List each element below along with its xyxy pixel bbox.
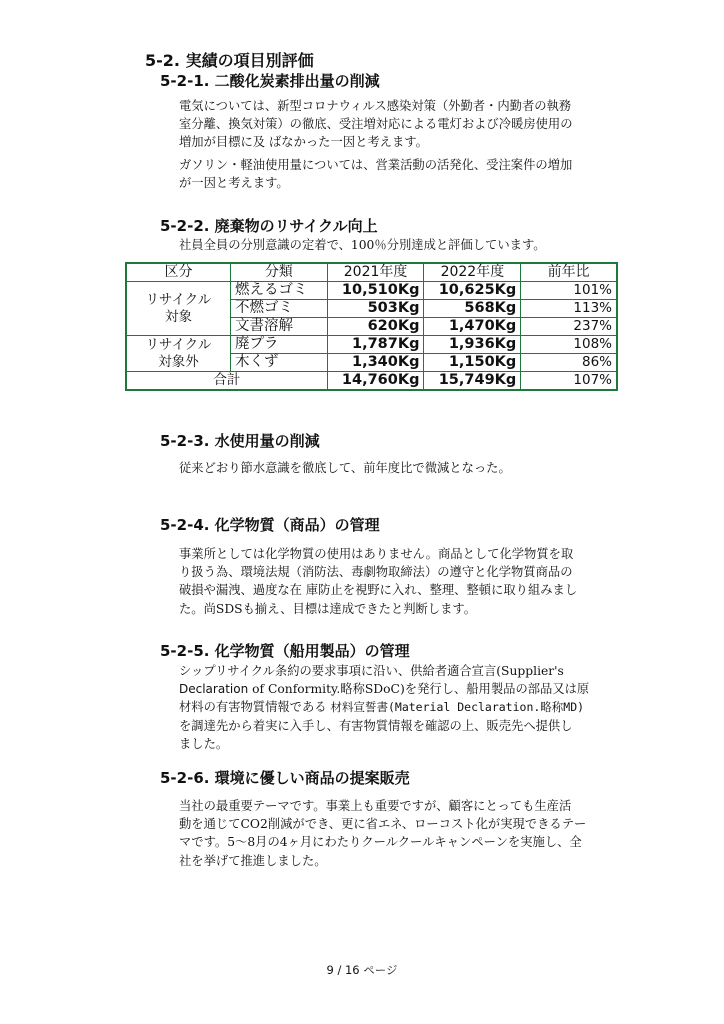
value-2021: 503Kg — [327, 300, 424, 318]
value-2022: 10,625Kg — [424, 282, 521, 300]
text-line: 電気については、新型コロナウィルス感染対策（外勤者・内勤者の執務 — [179, 99, 572, 113]
category-label-line: 対象外 — [158, 353, 199, 370]
co2-paragraph-electricity — [179, 97, 619, 152]
value-ratio: 237% — [521, 318, 617, 336]
waste-table — [125, 262, 618, 391]
value-ratio: 108% — [521, 336, 617, 354]
category-recyclable — [126, 282, 230, 336]
item-name: 燃えるゴミ — [230, 282, 327, 300]
text-line: ガソリン・軽油使用量については、営業活動の活発化、受注案件の増加 — [179, 158, 573, 172]
total-ratio: 107% — [521, 372, 617, 391]
heading-chemical-marine: 5-2-5. 化学物質（船用製品）の管理 — [160, 642, 410, 660]
category-non-recyclable — [126, 336, 230, 372]
eco-products-paragraph — [179, 797, 619, 870]
text-line: 従来どおり節水意識を徹底して、前年度比で微減となった。 — [179, 461, 511, 475]
item-name: 文書溶解 — [230, 318, 327, 336]
total-label: 合計 — [126, 372, 327, 391]
text-line: 社員全員の分別意識の定着で、100％分別達成と評価しています。 — [179, 238, 546, 252]
section-number: 5-2. — [145, 51, 180, 70]
section-title: 実績の項目別評価 — [185, 51, 314, 70]
text-line: ました。 — [179, 736, 229, 751]
material-text: 材料の有害物質情報である — [179, 700, 331, 715]
header-category: 区分 — [126, 263, 230, 282]
heading-eco-products: 5-2-6. 環境に優しい商品の提案販売 — [160, 769, 410, 787]
page-number: 9 / 16 ページ — [326, 963, 398, 977]
category-label-line: リサイクル — [145, 291, 212, 308]
value-2022: 1,150Kg — [424, 354, 521, 372]
co2-paragraph-fuel — [179, 156, 619, 192]
water-paragraph — [179, 459, 619, 477]
text-line: シップリサイクル条約の要求事項に沿い、供給者適合宣言(Supplier's — [179, 664, 564, 678]
conformity-text: of Conformity.略称SDoC)を発行し、船用製品の部品又は原 — [248, 682, 590, 697]
text-line: 増加が目標に及 ばなかった一因と考えます。 — [179, 135, 428, 150]
value-ratio: 101% — [521, 282, 617, 300]
section-heading — [145, 48, 314, 71]
heading-water-reduction: 5-2-3. 水使用量の削減 — [160, 432, 320, 450]
header-2021: 2021年度 — [327, 263, 424, 282]
item-name: 廃プラ — [230, 336, 327, 354]
heading-chemical-goods: 5-2-4. 化学物質（商品）の管理 — [160, 516, 380, 534]
table-row — [126, 336, 617, 354]
table-total-row — [126, 372, 617, 391]
category-label-line: 対象 — [164, 308, 192, 325]
value-2021: 10,510Kg — [327, 282, 424, 300]
total-2021: 14,760Kg — [327, 372, 424, 391]
value-2021: 1,340Kg — [327, 354, 424, 372]
item-name: 木くず — [230, 354, 327, 372]
text-line: マです。5～8月の4ヶ月にわたりクールクールキャンペーンを実施し、全 — [179, 835, 582, 850]
value-ratio: 86% — [521, 354, 617, 372]
waste-intro — [179, 236, 619, 254]
text-line: 破損や漏洩、過度な在 庫防止を視野に入れ、整理、整頓に取り組みまし — [179, 583, 578, 598]
text-line — [179, 698, 619, 716]
value-2022: 568Kg — [424, 300, 521, 318]
chemical-marine-paragraph — [179, 662, 619, 753]
table-header-row — [126, 263, 617, 282]
text-line: た。尚SDSも揃え、目標は達成できたと判断します。 — [179, 601, 476, 616]
text-line — [179, 680, 619, 698]
text-line: 動を通じてCO2削減ができ、更に省エネ、ローコスト化が実現できるテー — [179, 817, 587, 832]
header-2022: 2022年度 — [424, 263, 521, 282]
text-line: 事業所としては化学物質の使用はありません。商品として化学物質を取 — [179, 547, 574, 561]
text-line: が一因と考えます。 — [179, 176, 289, 191]
header-item: 分類 — [230, 263, 327, 282]
text-line: 当社の最重要テーマです。事業上も重要ですが、顧客にとっても生産活 — [179, 799, 572, 813]
text-line: を調達先から着実に入手し、有害物質情報を確認の上、販売先へ提供し — [179, 718, 573, 733]
text-line: 室分離、換気対策）の徹底、受注増対応による電灯および冷暖房使用の — [179, 117, 573, 132]
text-line: り扱う為、環境法規（消防法、毒劇物取締法）の遵守と化学物質商品の — [179, 565, 573, 580]
value-2022: 1,470Kg — [424, 318, 521, 336]
text-line: 社を挙げて推進しました。 — [179, 853, 327, 868]
chemical-goods-paragraph — [179, 545, 619, 618]
value-2021: 620Kg — [327, 318, 424, 336]
heading-co2-reduction: 5-2-1. 二酸化炭素排出量の削減 — [160, 72, 380, 90]
item-name: 不燃ゴミ — [230, 300, 327, 318]
heading-waste-recycling: 5-2-2. 廃棄物のリサイクル向上 — [160, 217, 378, 235]
table-row — [126, 282, 617, 300]
value-2021: 1,787Kg — [327, 336, 424, 354]
total-2022: 15,749Kg — [424, 372, 521, 391]
value-2022: 1,936Kg — [424, 336, 521, 354]
header-ratio: 前年比 — [521, 263, 617, 282]
category-label-line: リサイクル — [145, 336, 212, 353]
md-text: 材料宣誓書(Material Declaration.略称MD) — [330, 700, 585, 715]
value-ratio: 113% — [521, 300, 617, 318]
declaration-word: Declaration — [179, 682, 249, 697]
